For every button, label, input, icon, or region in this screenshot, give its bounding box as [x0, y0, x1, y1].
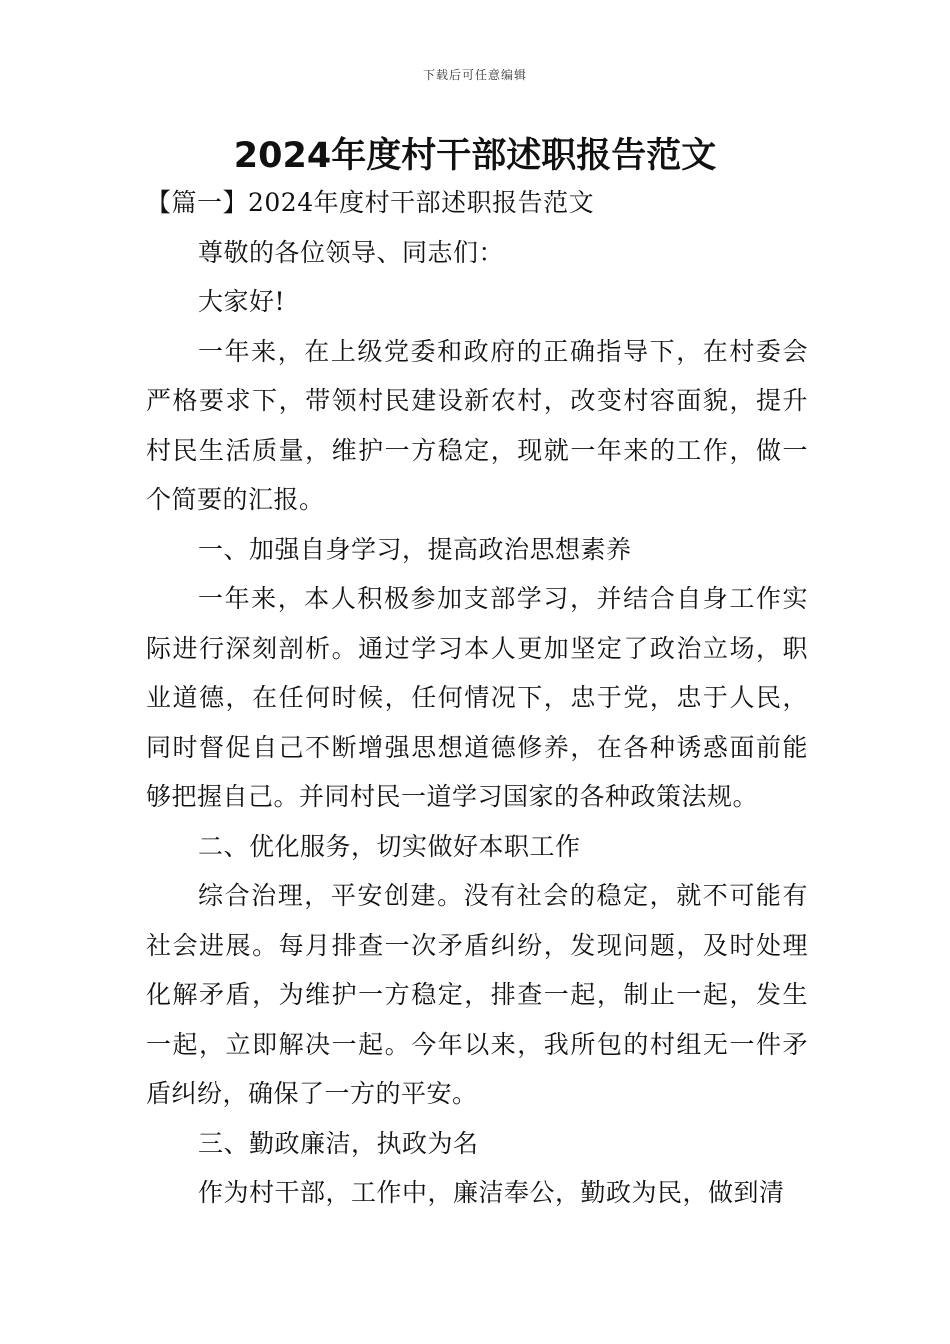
document-body: [146, 178, 808, 1218]
salutation: 尊敬的各位领导、同志们：: [198, 237, 505, 267]
paragraph-study: 一年来，本人积极参加支部学习，并结合自身工作实际进行深刻剖析。通过学习本人更加坚定了政治立场，职业道德，在任何时候，任何情况下，忠于党，忠于人民，同时督促自己不断增强思想道德修养，在各种诱惑面前能够把握自己。并同村民一道学习国家的各种政策法规。: [146, 584, 808, 811]
greeting: 大家好!: [198, 287, 286, 316]
section-subtitle: 【篇一】2024年度村干部述职报告范文: [146, 188, 595, 217]
paragraph-intro: 一年来，在上级党委和政府的正确指导下，在村委会严格要求下，带领村民建设新农村，改变村容面貌，提升村民生活质量，维护一方稳定，现就一年来的工作，做一个简要的汇报。: [146, 336, 808, 514]
section-heading-2: 二、优化服务，切实做好本职工作: [198, 831, 581, 861]
header-note: 下载后可任意编辑: [422, 68, 527, 82]
paragraph-service: 综合治理，平安创建。没有社会的稳定，就不可能有社会进展。每月排查一次矛盾纠纷，发现问题，及时处理化解矛盾，为维护一方稳定，排查一起，制止一起，发生一起，立即解决一起。今年以来，我所包的村组无一件矛盾纠纷，确保了一方的平安。: [146, 881, 808, 1108]
section-heading-3: 三、勤政廉洁，执政为名: [198, 1128, 479, 1158]
section-heading-1: 一、加强自身学习，提高政治思想素养: [198, 534, 632, 564]
paragraph-integrity: 作为村干部，工作中，廉洁奉公，勤政为民，做到清: [198, 1178, 785, 1207]
document-title: 2024年度村干部述职报告范文: [233, 136, 717, 176]
